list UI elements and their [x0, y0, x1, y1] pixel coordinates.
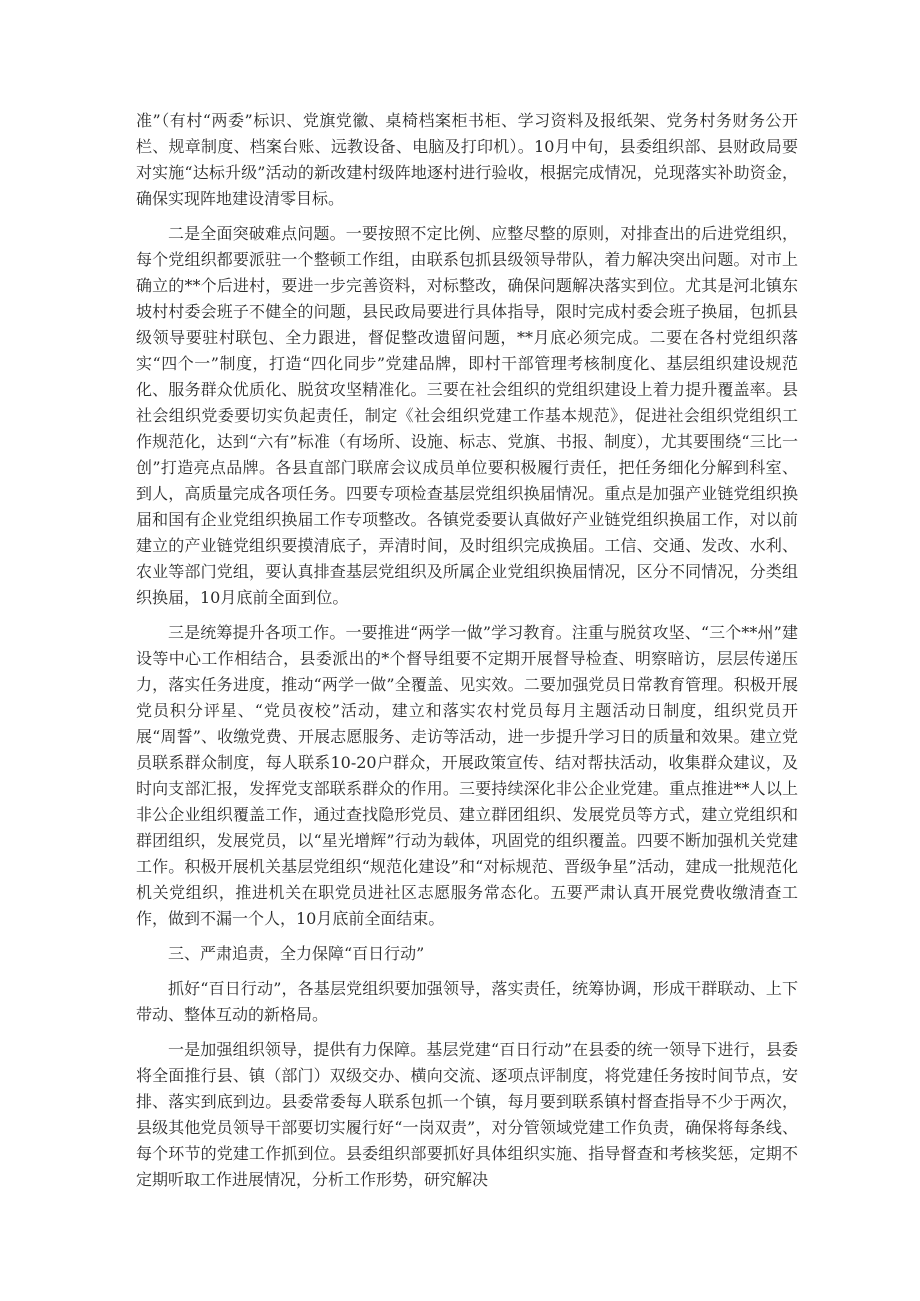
- document-body: [136, 108, 798, 1202]
- paragraph-coordinate-work: 三是统筹提升各项工作。一要推进“两学一做”学习教育。注重与脱贫攻坚、“三个**州”建设等中心工作相结合，县委派出的*个督导组要不定期开展督导检查、明察暗访，层层传递压力，落实任务进度，推动“两学一做”全覆盖、见实效。二要加强党员日常教育管理。积极开展党员积分评星、“党员夜校”活动，建立和落实农村党员每月主题活动日制度，组织党员开展“周誓”、收缴党费、开展志愿服务、走访等活动，进一步提升学习日的质量和效果。建立党员联系群众制度，每人联系10-20户群众，开展政策宣传、结对帮扶活动，收集群众建议，及时向支部汇报，发挥党支部联系群众的作用。三要持续深化非公企业党建。重点推进**人以上非公企业组织覆盖工作，通过查找隐形党员、建立群团组织、发展党员等方式，建立党组织和群团组织，发展党员，以“星光增辉”行动为载体，巩固党的组织覆盖。四要不断加强机关党建工作。积极开展机关基层党组织“规范化建设”和“对标规范、晋级争星”活动，建成一批规范化机关党组织，推进机关在职党员进社区志愿服务常态化。五要严肃认真开展党费收缴清查工作，做到不漏一个人，10月底前全面结束。: [136, 623, 798, 928]
- paragraph-breakthrough-difficulties: 二是全面突破难点问题。一要按照不定比例、应整尽整的原则，对排查出的后进党组织，每个党组织都要派驻一个整顿工作组，由联系包抓县级领导带队，着力解决突出问题。对市上确立的**个后进村，要进一步完善资料，对标整改，确保问题解决落实到位。尤其是河北镇东坡村村委会班子不健全的问题，县民政局要进行具体指导，限时完成村委会班子换届，包抓县级领导要驻村联包、全力跟进，督促整改遗留问题，**月底必须完成。二要在各村党组织落实“四个一”制度，打造“四化同步”党建品牌，即村干部管理考核制度化、基层组织建设规范化、服务群众优质化、脱贫攻坚精准化。三要在社会组织的党组织建设上着力提升覆盖率。县社会组织党委要切实负起责任，制定《社会组织党建工作基本规范》，促进社会组织党组织工作规范化，达到“六有”标准（有场所、设施、标志、党旗、书报、制度），尤其要围绕“三比一创”打造亮点品牌。各县直部门联席会议成员单位要积极履行责任，把任务细化分解到科室、到人，高质量完成各项任务。四要专项检查基层党组织换届情况。重点是加强产业链党组织换届和国有企业党组织换届工作专项整改。各镇党委要认真做好产业链党组织换届工作，对以前建立的产业链党组织要摸清底子，弄清时间，及时组织完成换届。工信、交通、发改、水利、农业等部门党组，要认真排查基层党组织及所属企业党组织换届情况，区分不同情况，分类组织换届，10月底前全面到位。: [136, 224, 798, 607]
- paragraph-hundred-day-action: 抓好“百日行动”，各基层党组织要加强领导，落实责任，统筹协调，形成干群联动、上下带动、整体互动的新格局。: [136, 979, 798, 1024]
- section-heading-accountability: 三、严肃追责，全力保障“百日行动”: [168, 944, 425, 963]
- paragraph-continuation: 准”（有村“两委”标识、党旗党徽、桌椅档案柜书柜、学习资料及报纸架、党务村务财务公开栏、规章制度、档案台账、远教设备、电脑及打印机）。10月中旬，县委组织部、县财政局要对实施“达标升级”活动的新改建村级阵地逐村进行验收，根据完成情况，兑现落实补助资金，确保实现阵地建设清零目标。: [136, 111, 798, 208]
- paragraph-organizational-leadership: 一是加强组织领导，提供有力保障。基层党建“百日行动”在县委的统一领导下进行，县委将全面推行县、镇（部门）双级交办、横向交流、逐项点评制度，将党建任务按时间节点，安排、落实到底到边。县委常委每人联系包抓一个镇，每月要到联系镇村督查指导不少于两次，县级其他党员领导干部要切实履行好“一岗双责”，对分管领域党建工作负责，确保将每条线、每个环节的党建工作抓到位。县委组织部要抓好具体组织实施、指导督查和考核奖惩，定期不定期听取工作进展情况，分析工作形势，研究解决: [136, 1040, 798, 1189]
